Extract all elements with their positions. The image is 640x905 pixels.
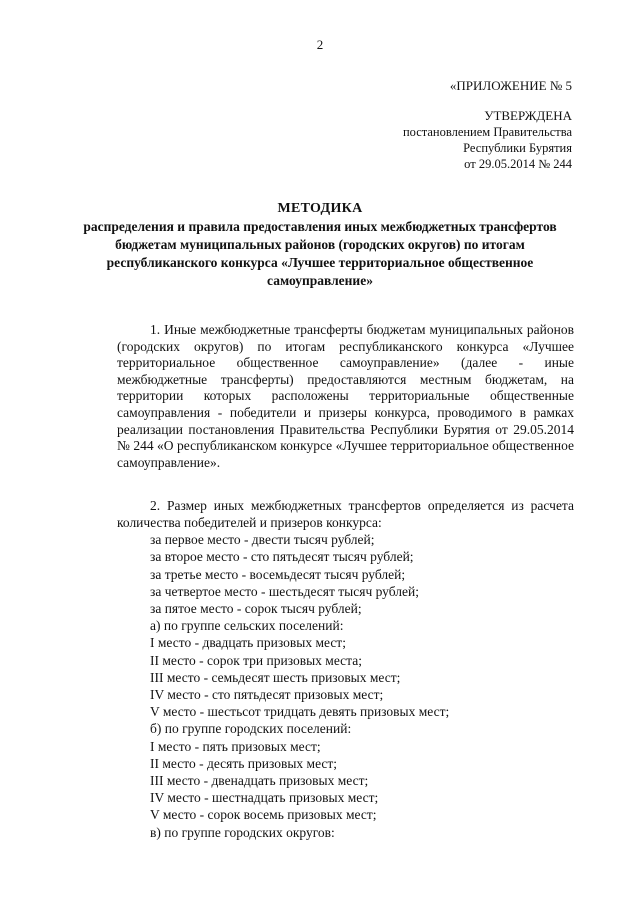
list-item: II место - сорок три призовых места;	[150, 652, 362, 668]
list-item: за второе место - сто пятьдесят тысяч рублей;	[150, 549, 414, 565]
approval-line-2: Республики Бурятия	[463, 141, 572, 155]
list-item: за третье место - восемьдесят тысяч рублей;	[150, 566, 406, 582]
approval-block	[403, 108, 572, 172]
list-item: IV место - шестнадцать призовых мест;	[150, 790, 379, 806]
list-item: за первое место - двести тысяч рублей;	[150, 532, 375, 548]
document-subtitle: распределения и правила предоставления иных межбюджетных трансфертов бюджетам муниципальных районов (городских округов) по итогам республиканского конкурса «Лучшее территориальное общественное самоуправление»	[83, 219, 557, 288]
list-item: а) по группе сельских поселений:	[150, 618, 344, 634]
page-number: 2	[316, 37, 324, 52]
list-item: за четвертое место - шестьдесят тысяч рублей;	[150, 583, 419, 599]
list-item: I место - пять призовых мест;	[150, 738, 321, 754]
paragraph-1: 1. Иные межбюджетные трансферты бюджетам муниципальных районов (городских округов) по итогам республиканского конкурса «Лучшее территориальное общественное самоуправление» (далее - иные межбюджетные трансферты) предоставляются местным бюджетам, на территории которых расположены территориальные общественные самоуправления - победители и призеры конкурса, проводимого в рамках реализации постановления Правительства Республики Бурятия от 29.05.2014 № 244 «О республиканском конкурсе «Лучшее территориальное общественное самоуправление».	[117, 322, 574, 470]
approval-line-1: постановлением Правительства	[402, 125, 572, 139]
list-item: II место - десять призовых мест;	[150, 755, 338, 771]
list-item: в) по группе городских округов:	[150, 824, 335, 840]
prize-list	[117, 531, 574, 841]
list-item: за пятое место - сорок тысяч рублей;	[150, 601, 362, 616]
section-2	[117, 498, 574, 841]
list-item: V место - шестьсот тридцать девять призовых мест;	[150, 704, 450, 720]
list-item: IV место - сто пятьдесят призовых мест;	[150, 687, 384, 703]
list-item: V место - сорок восемь призовых мест;	[150, 807, 377, 823]
document-title-block	[0, 200, 640, 290]
list-item: I место - двадцать призовых мест;	[150, 635, 346, 651]
paragraph-2: 2. Размер иных межбюджетных трансфертов определяется из расчета количества победителей и призеров конкурса:	[117, 498, 574, 530]
approval-heading: УТВЕРЖДЕНА	[484, 108, 572, 123]
list-item: б) по группе городских поселений:	[150, 721, 352, 737]
appendix-title: «ПРИЛОЖЕНИЕ № 5	[449, 78, 572, 93]
approval-line-3: от 29.05.2014 № 244	[464, 157, 572, 171]
list-item: III место - семьдесят шесть призовых мест;	[150, 669, 401, 685]
appendix-header	[450, 78, 572, 107]
list-item: III место - двенадцать призовых мест;	[150, 773, 369, 789]
document-title: МЕТОДИКА	[277, 201, 363, 216]
